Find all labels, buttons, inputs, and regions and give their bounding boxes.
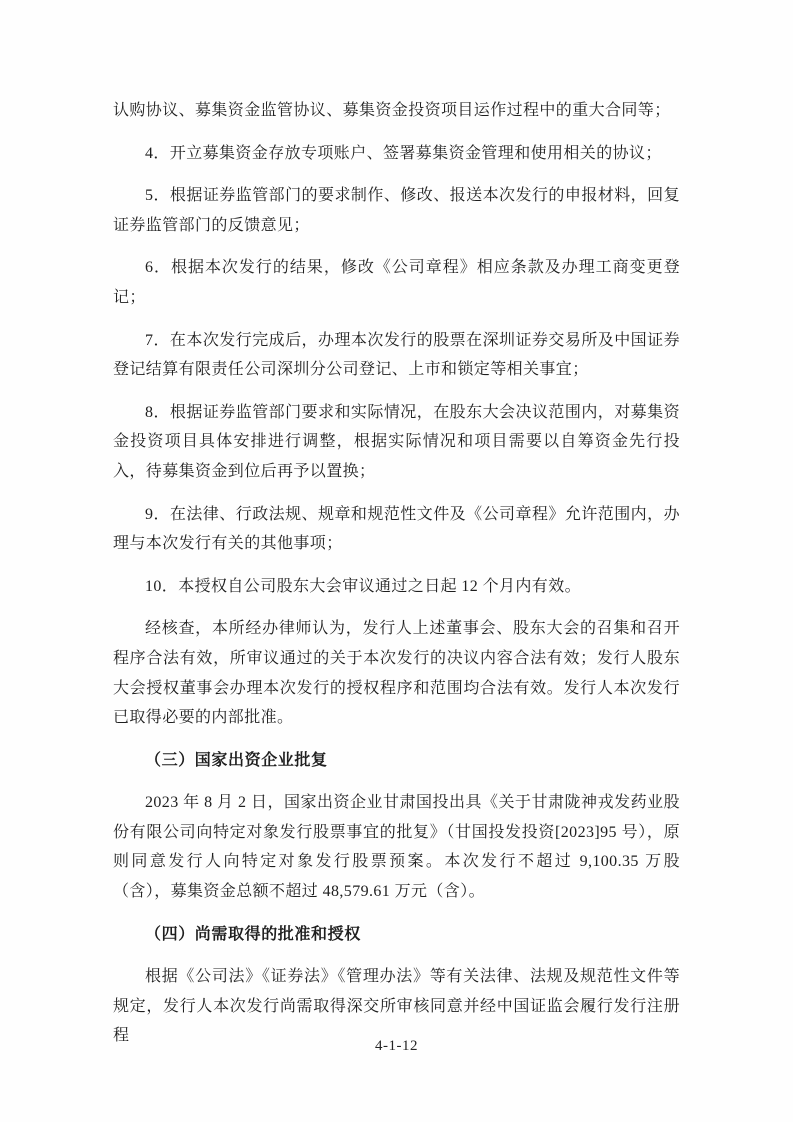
paragraph: 10．本授权自公司股东大会审议通过之日起 12 个月内有效。 (145, 577, 582, 595)
paragraph: 2023 年 8 月 2 日，国家出资企业甘肃国投出具《关于甘肃陇神戎发药业股份有限公司向特定对象发行股票事宜的批复》（甘国投发投资[2023]95 号），原则同意发行人向特定对象发行股票预案。本次发行不超过 9,100.35 万股（含），募集资金总额不超过 48,579.61 万元（含）。 (113, 794, 680, 901)
page-number: 4-1-12 (375, 1038, 418, 1054)
paragraph: 6．根据本次发行的结果，修改《公司章程》相应条款及办理工商变更登记； (113, 259, 680, 306)
paragraph: 8．根据证券监管部门要求和实际情况，在股东大会决议范围内，对募集资金投资项目具体安排进行调整，根据实际情况和项目需要以自筹资金先行投入，待募集资金到位后再予以置换； (113, 403, 680, 480)
paragraph: 经核查，本所经办律师认为，发行人上述董事会、股东大会的召集和召开程序合法有效，所审议通过的关于本次发行的决议内容合法有效；发行人股东大会授权董事会办理本次发行的授权程序和范围均合法有效。发行人本次发行已取得必要的内部批准。 (113, 620, 680, 727)
paragraph: 7．在本次发行完成后，办理本次发行的股票在深圳证券交易所及中国证券登记结算有限责任公司深圳分公司登记、上市和锁定等相关事宜； (113, 331, 680, 379)
document-body (113, 96, 680, 1064)
paragraph: 认购协议、募集资金监管协议、募集资金投资项目运作过程中的重大合同等； (113, 102, 671, 119)
paragraph: 9．在法律、行政法规、规章和规范性文件及《公司章程》允许范围内，办理与本次发行有关的其他事项； (113, 505, 680, 553)
section-heading: （四）尚需取得的批准和授权 (145, 925, 361, 943)
paragraph: 根据《公司法》《证券法》《管理办法》等有关法律、法规及规范性文件等规定，发行人本次发行尚需取得深交所审核同意并经中国证监会履行发行注册程 (113, 968, 680, 1045)
section-heading: （三）国家出资企业批复 (145, 751, 328, 769)
paragraph: 5．根据证券监管部门的要求制作、修改、报送本次发行的申报材料，回复证券监管部门的反馈意见； (113, 187, 680, 234)
paragraph: 4．开立募集资金存放专项账户、签署募集资金管理和使用相关的协议； (145, 144, 662, 162)
